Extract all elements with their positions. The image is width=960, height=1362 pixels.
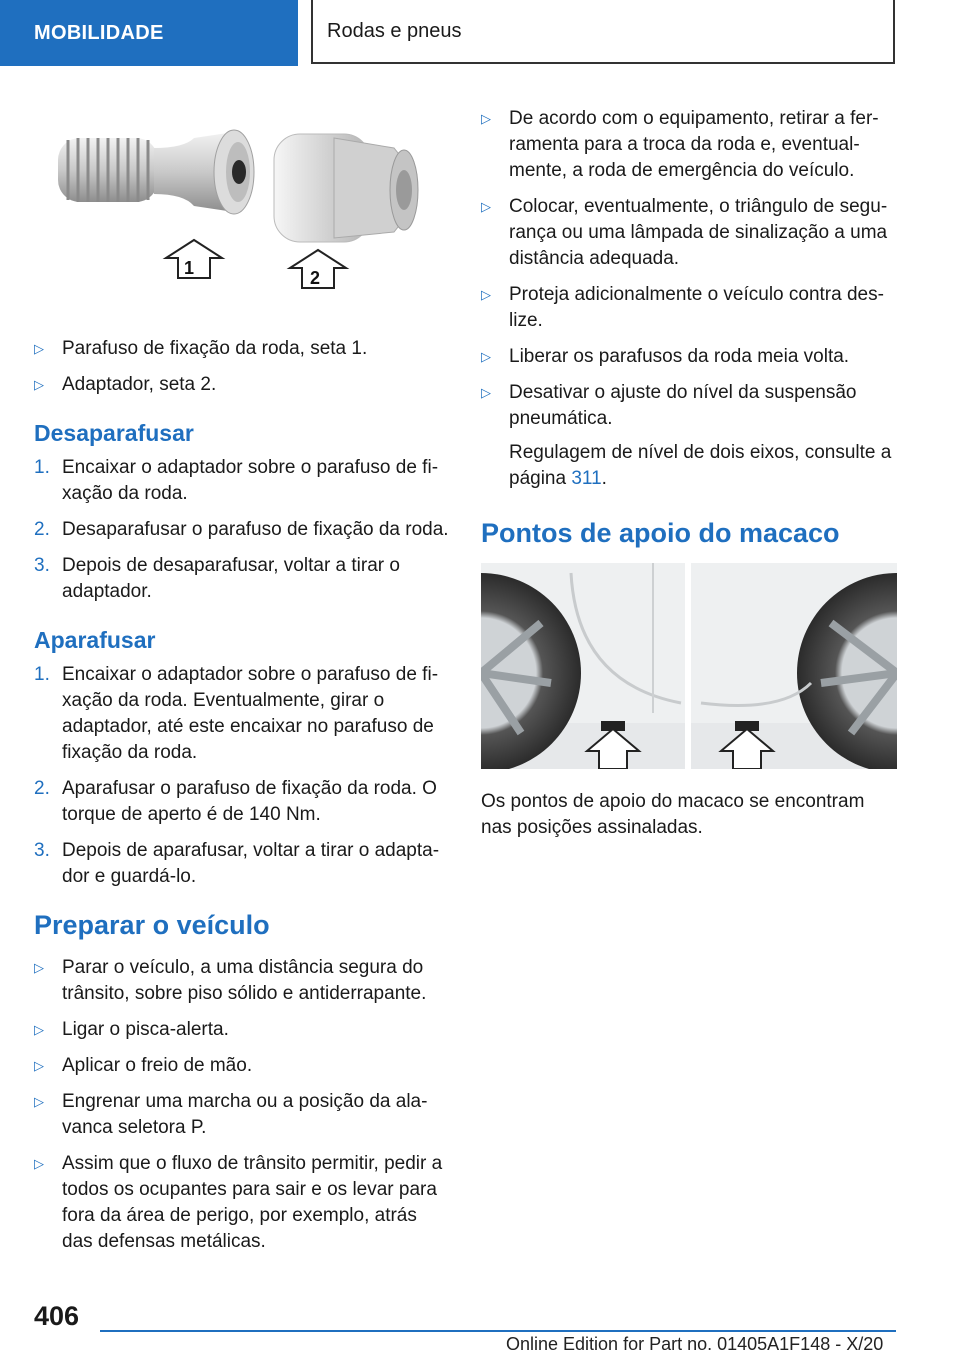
right-column [481,98,897,841]
triangle-right-icon: ▷ [34,1156,44,1171]
chapter-title: Rodas e pneus [327,19,462,42]
section-heading-jack: Pontos de apoio do macaco [481,518,840,548]
triangle-right-icon: ▷ [481,385,491,400]
list-item: ▷ Colocar, eventualmente, o triângulo de segurança ou uma lâmpada de sinalização a uma distância adequada. [481,196,888,269]
list-item: 1. Encaixar o adaptador sobre o parafuso de fixação da roda. Eventualmente, girar o adaptador, até este encaixar no parafuso de fixação da roda. [34,664,439,763]
triangle-right-icon: ▷ [481,199,491,214]
steps-desaparafusar [34,455,450,605]
level-note: Regulagem de nível de dois eixos, consulte a página 311. [509,442,892,489]
section-title: MOBILIDADE [34,21,164,44]
arrow-label-2: 2 [310,268,321,288]
footer-divider [100,1330,896,1332]
left-column [34,108,450,1265]
page-number: 406 [34,1301,80,1331]
jack-points-text: Os pontos de apoio do macaco se encontram nas posições assinaladas. [481,791,865,838]
triangle-right-icon: ▷ [34,960,44,975]
triangle-right-icon: ▷ [34,377,44,392]
list-item: 2. Aparafusar o parafuso de fixação da roda. O torque de aperto é de 140 Nm. [34,778,437,825]
section-tab [0,0,298,66]
triangle-right-icon: ▷ [481,111,491,126]
bolt-thread [58,138,158,202]
footer-edition: Online Edition for Part no. 01405A1F148 - X/20 [506,1334,884,1354]
list-item: ▷ Parar o veículo, a uma distância segura do trânsito, sobre piso sólido e antiderrapante. [34,957,427,1004]
list-item: ▷ Liberar os parafusos da roda meia volta. [481,344,897,370]
list-item: ▷ Aplicar o freio de mão. [34,1053,450,1079]
section-heading-preparar: Preparar o veículo [34,910,270,940]
triangle-right-icon: ▷ [34,1094,44,1109]
list-item: ▷ Adaptador, seta 2. [34,372,450,398]
triangle-right-icon: ▷ [34,341,44,356]
list-item: 1. Encaixar o adaptador sobre o parafuso de fixação da roda. [34,457,439,504]
list-item: ▷ Parafuso de fixação da roda, seta 1. [34,336,450,362]
list-item: ▷ Proteja adicionalmente o veículo contra deslize. [481,284,884,331]
list-item: ▷ Ligar o pisca-alerta. [34,1017,450,1043]
bullets-preparar [34,955,450,1255]
subheading-desaparafusar: Desaparafusar [34,420,194,446]
wheel-bolt-illustration [34,108,450,316]
front-wheel-panel [481,563,685,769]
list-item: ▷ Desativar o ajuste do nível da suspensão pneumática. [481,382,857,429]
page-link[interactable]: 311 [571,468,602,489]
adapter [274,134,418,242]
triangle-right-icon: ▷ [34,1058,44,1073]
figure-legend [34,336,450,398]
list-item: 2. Desaparafusar o parafuso de fixação da roda. [34,519,449,540]
bullets-continued [481,106,897,432]
list-item: ▷ De acordo com o equipamento, retirar a ferramenta para a troca da roda e, eventualmente, a roda de emergência do veículo. [481,108,879,181]
chapter-header [311,0,895,64]
jack-points-illustration [481,563,897,769]
list-item: ▷ Engrenar uma marcha ou a posição da alavanca seletora P. [34,1091,428,1138]
rear-wheel-panel [691,563,897,769]
list-item: ▷ Assim que o fluxo de trânsito permitir, pedir a todos os ocupantes para sair e os levar para fora da área de perigo, por exemplo, atrás das defensas metálicas. [34,1153,443,1252]
triangle-right-icon: ▷ [481,349,491,364]
triangle-right-icon: ▷ [34,1022,44,1037]
wheel-bolt-figure [34,108,450,316]
list-item: 3. Depois de aparafusar, voltar a tirar o adaptador e guardá-lo. [34,840,440,887]
arrow-label-1: 1 [184,258,195,278]
jack-points-figure [481,563,897,769]
steps-aparafusar [34,662,450,890]
list-item: 3. Depois de desaparafusar, voltar a tirar o adaptador. [34,555,400,602]
subheading-aparafusar: Aparafusar [34,627,156,653]
triangle-right-icon: ▷ [481,287,491,302]
